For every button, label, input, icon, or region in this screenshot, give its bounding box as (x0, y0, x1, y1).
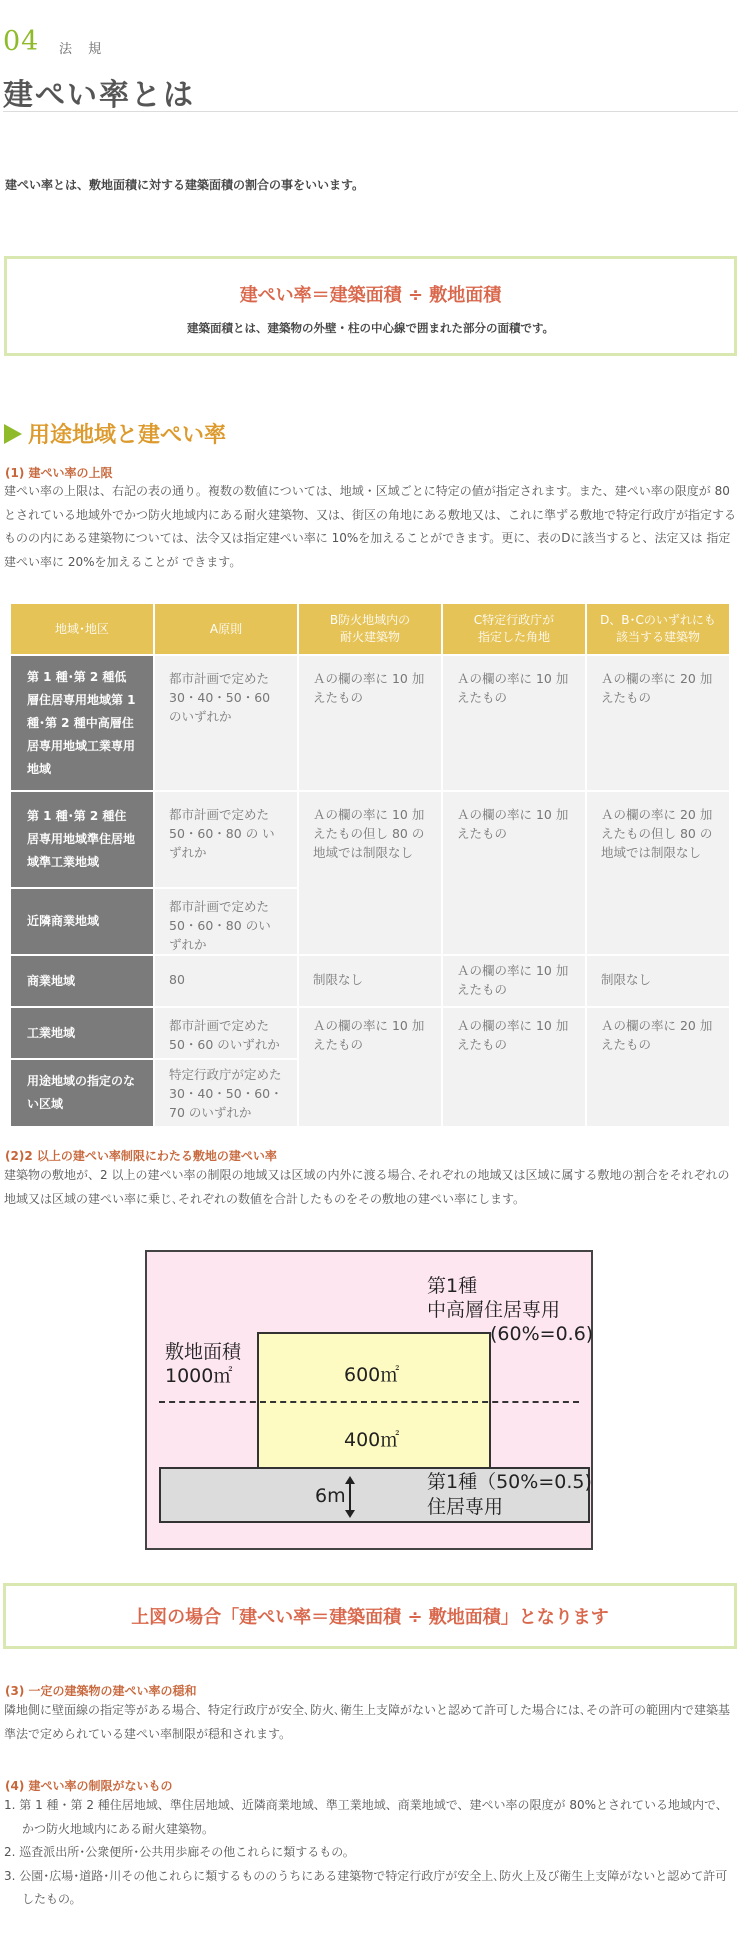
table-cell: Ａの欄の率に 10 加えたもの (443, 956, 585, 1006)
site-area-label: 敷地面積 (165, 1341, 242, 1363)
section-header (3, 26, 738, 112)
table-cell: 都市計画で定めた 50・60 のいずれか (155, 1008, 297, 1058)
intro-text: 建ぺい率とは、敷地面積に対する建築面積の割合の事をいいます。 (5, 178, 365, 192)
upper-zone-label: 中高層住居専用 (427, 1299, 561, 1321)
table-cell: Ａの欄の率に 20 加えたもの (587, 1008, 729, 1126)
double-arrow-icon (349, 1478, 351, 1516)
triangle-bullet-icon (4, 424, 22, 444)
table-cell: 特定行政庁が定めた 30・40・50・60・70 のいずれか (155, 1060, 297, 1126)
table-cell: 80 (155, 956, 297, 1006)
section-heading (4, 418, 226, 449)
table-row (11, 656, 729, 790)
result-text: 上図の場合「建ぺい率＝建築面積 ÷ 敷地面積」となります (131, 1607, 609, 1628)
formula-box (4, 256, 737, 356)
row-header: 商業地域 (11, 956, 153, 1006)
list-item: 3. 公園･広場･道路･川その他これらに類するもののうちにある建築物で特定行政庁が安全上､防火上及び衛生上支障がないと認めて許可したもの。 (4, 1868, 728, 1906)
section-number: 04 (3, 26, 40, 57)
table-row (11, 792, 729, 887)
table-cell: Ａの欄の率に 10 加えたもの (443, 1008, 585, 1126)
depth-value: 6m (315, 1485, 346, 1507)
table-header-cell: D、B･Cのいずれにも 該当する建築物 (587, 604, 729, 654)
table-cell: Ａの欄の率に 10 加えたもの (443, 656, 585, 790)
list-item: 1. 第 1 種・第 2 種住居地域、準住居地域、近隣商業地域、準工業地域、商業地域で、建ぺい率の限度が 80%とされている地域内で、かつ防火地域内にある耐火建築物。 (4, 1798, 728, 1836)
zone-boundary-line (159, 1401, 579, 1403)
table-cell: Ａの欄の率に 20 加えたもの (587, 656, 729, 790)
table-cell: 都市計画で定めた 30・40・50・60 のいずれか (155, 656, 297, 790)
upper-zone-label: 第1種 (427, 1275, 478, 1297)
table-header-cell: 地域･地区 (11, 604, 153, 654)
upper-area-value: 600㎡ (344, 1364, 400, 1386)
site-area-value: 1000㎡ (165, 1365, 233, 1387)
lower-area-value: 400㎡ (344, 1429, 400, 1451)
subsection-1-text: 建ぺい率の上限は、右記の表の通り。複数の数値については、地域・区域ごとに特定の値が指定されます。また、建ぺい率の限度が 80 とされている地域外でかつ防火地域内にある耐火建築物、又は、街区の角地にある敷地又は、これに準ずる敷地で特定行政庁が指定するものの内にある建築物については、法令又は指定建ぺい率に 10%を加えることができます。更に、表のDに該当すると、法定又は 指定建ぺい率に 20%を加えることが できます。 (4, 484, 737, 569)
table-cell: Ａの欄の率に 10 加えたもの (299, 1008, 441, 1126)
result-box (3, 1583, 737, 1649)
subsection-1-title: (1) 建ぺい率の上限 (5, 466, 113, 480)
lower-zone-label: 第1種（50%=0.5) (427, 1471, 592, 1493)
table-cell: 都市計画で定めた 50・60・80 の いずれか (155, 792, 297, 887)
formula-note: 建築面積とは、建築物の外壁・柱の中心線で囲まれた部分の面積です。 (186, 321, 555, 335)
subsection-2-text: 建築物の敷地が、2 以上の建ぺい率の制限の地域又は区域の内外に渡る場合､それぞれの地域又は区域に属する敷地の割合をそれぞれの地域又は区域の建ぺい率に乗じ､それぞれの数値を合計したものをその敷地の建ぺい率にします。 (4, 1168, 730, 1206)
table-row (11, 1008, 729, 1058)
section-label: 法 規 (59, 42, 108, 57)
section-heading-text: 用途地域と建ぺい率 (28, 423, 227, 448)
table-cell: Ａの欄の率に 10 加えたもの (299, 656, 441, 790)
exemption-list (4, 1794, 739, 1912)
table-cell: 都市計画で定めた 50・60・80 のいずれか (155, 889, 297, 954)
table-row (11, 956, 729, 1006)
row-header: 第 1 種･第 2 種低層住居専用地域第 1 種･第 2 種中高層住居専用地域工業専用地域 (11, 656, 153, 790)
subsection-3-title: (3) 一定の建築物の建ぺい率の穏和 (5, 1684, 197, 1698)
table-header-cell: C特定行政庁が 指定した角地 (443, 604, 585, 654)
table-header-row (11, 604, 729, 654)
table-header-cell: A原則 (155, 604, 297, 654)
site-diagram (145, 1250, 593, 1550)
subsection-2-title: (2)2 以上の建ぺい率制限にわたる敷地の建ぺい率 (5, 1149, 277, 1163)
table-cell: Ａの欄の率に 10 加えたもの但し 80 の地域では制限なし (299, 792, 441, 954)
table-cell: Ａの欄の率に 20 加えたもの但し 80 の地域では制限なし (587, 792, 729, 954)
row-header: 近隣商業地域 (11, 889, 153, 954)
row-header: 第 1 種･第 2 種住居専用地域準住居地域準工業地域 (11, 792, 153, 887)
table-header-cell: B防火地域内の 耐火建築物 (299, 604, 441, 654)
subsection-4-title: (4) 建ぺい率の制限がないもの (5, 1779, 173, 1793)
table-cell: 制限なし (299, 956, 441, 1006)
upper-zone-ratio: (60%=0.6) (490, 1323, 594, 1345)
row-header: 用途地域の指定のない区域 (11, 1060, 153, 1126)
subsection-3-text: 隣地側に壁面線の指定等がある場合、特定行政庁が安全､防火､衛生上支障がないと認めて許可した場合には､その許可の範囲内で建築基準法で定められている建ぺい率制限が穏和されます。 (4, 1703, 731, 1741)
lower-zone-label: 住居専用 (427, 1496, 504, 1518)
table-cell: 制限なし (587, 956, 729, 1006)
table-cell: Ａの欄の率に 10 加えたもの (443, 792, 585, 954)
list-item: 2. 巡査派出所･公衆便所･公共用歩廊その他これらに類するもの。 (4, 1845, 355, 1859)
row-header: 工業地域 (11, 1008, 153, 1058)
formula-main: 建ぺい率＝建築面積 ÷ 敷地面積 (239, 285, 502, 306)
page-title: 建ぺい率とは (3, 78, 195, 113)
zoning-table (9, 602, 731, 1128)
